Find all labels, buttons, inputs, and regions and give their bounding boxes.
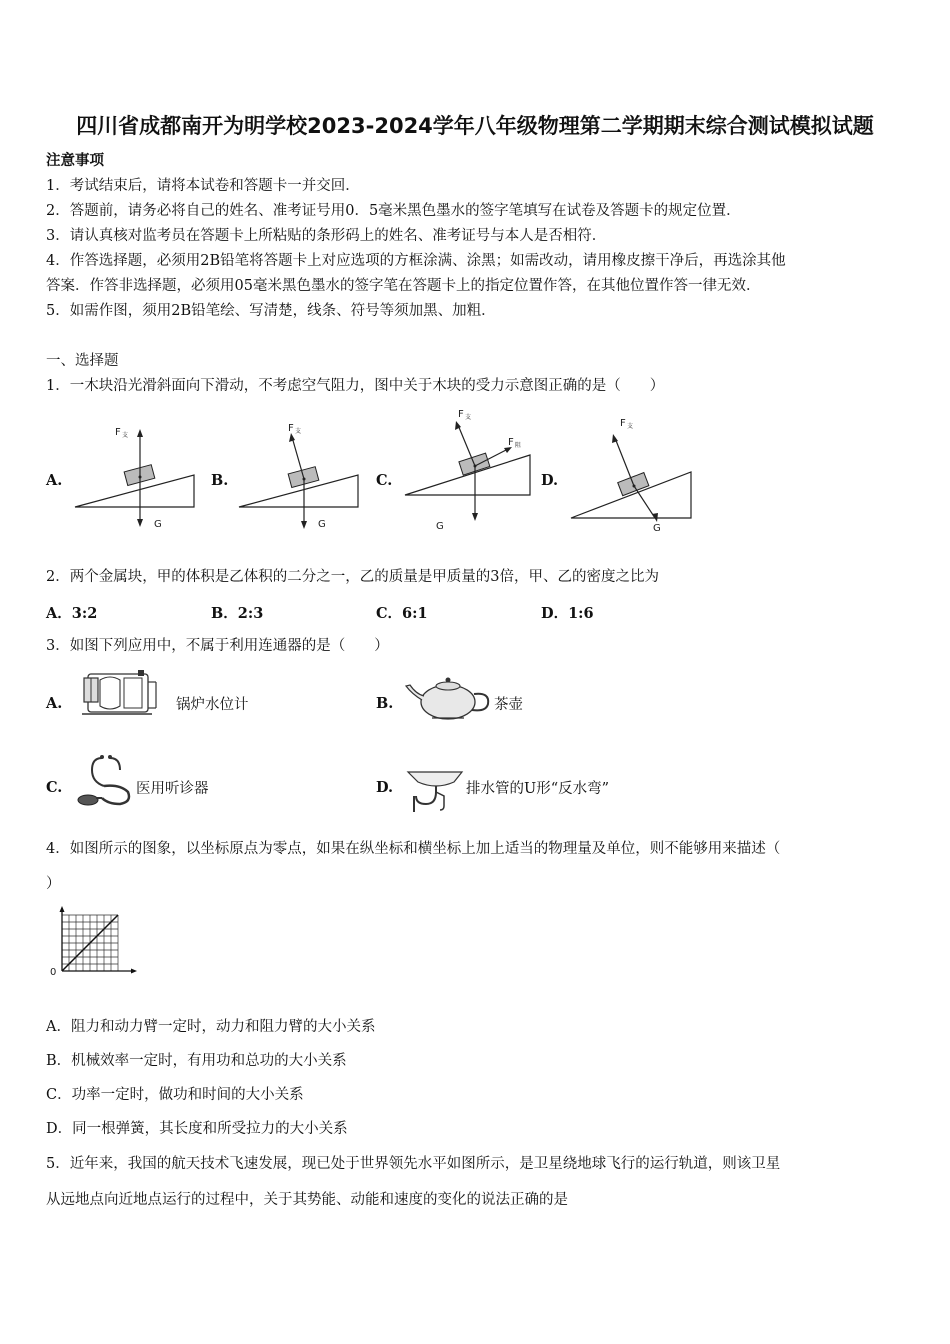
q3-option-d-label: 排水管的U形“反水弯” bbox=[466, 781, 610, 797]
q3-option-d[interactable]: D. bbox=[376, 779, 394, 796]
teapot-image bbox=[402, 672, 494, 724]
q3-option-c[interactable]: C. bbox=[46, 779, 63, 796]
question-4-stem: 4．如图所示的图象，以坐标原点为零点，如果在纵坐标和横坐标上加上适当的物理量及单位，则不能够用来描述（ bbox=[46, 841, 781, 857]
boiler-gauge-image bbox=[80, 670, 162, 720]
q3-option-c-label: 医用听诊器 bbox=[136, 781, 209, 797]
notice-heading: 注意事项 bbox=[46, 152, 104, 169]
svg-text:支: 支 bbox=[122, 432, 129, 439]
svg-text:支: 支 bbox=[295, 428, 302, 435]
svg-text:F: F bbox=[508, 437, 514, 448]
notice-item: 3．请认真核对监考员在答题卡上所粘贴的条形码上的姓名、准考证号与本人是否相符． bbox=[46, 228, 607, 244]
svg-text:F: F bbox=[458, 409, 464, 420]
q4-option-a[interactable]: A．阻力和动力臂一定时，动力和阻力臂的大小关系 bbox=[46, 1019, 376, 1035]
q1-figure-a bbox=[70, 415, 200, 535]
gravity-label: G bbox=[154, 519, 162, 530]
question-5-stem: 5．近年来，我国的航天技术飞速发展，现已处于世界领先水平如图所示，是卫星绕地球飞行的运行轨道，则该卫星 bbox=[46, 1156, 781, 1172]
question-3-stem: 3．如图下列应用中，不属于利用连通器的是（ ） bbox=[46, 638, 389, 654]
q3-option-a[interactable]: A. bbox=[46, 695, 63, 712]
q1-option-a[interactable]: A. bbox=[46, 472, 63, 489]
notice-item: 5．如需作图，须用2B铅笔绘、写清楚，线条、符号等须加黑、加粗． bbox=[46, 303, 496, 319]
q2-option-d[interactable]: D．1:6 bbox=[541, 605, 594, 622]
svg-text:F: F bbox=[620, 418, 626, 429]
stethoscope-image bbox=[72, 752, 136, 812]
q4-option-b[interactable]: B．机械效率一定时，有用功和总功的大小关系 bbox=[46, 1053, 347, 1069]
origin-label: 0 bbox=[50, 967, 57, 978]
svg-text:阻: 阻 bbox=[515, 442, 522, 449]
question-5-stem-cont: 从远地点向近地点运行的过程中，关于其势能、动能和速度的变化的说法正确的是 bbox=[46, 1192, 568, 1208]
q4-option-d[interactable]: D．同一根弹簧，其长度和所受拉力的大小关系 bbox=[46, 1121, 348, 1137]
svg-text:G: G bbox=[436, 521, 444, 532]
notice-item: 答案．作答非选择题，必须用05毫米黑色墨水的签字笔在答题卡上的指定位置作答，在其他位置作答一律无效． bbox=[46, 278, 761, 294]
svg-text:F: F bbox=[288, 423, 294, 434]
q2-option-b[interactable]: B．2:3 bbox=[211, 605, 264, 622]
svg-text:G: G bbox=[653, 523, 661, 534]
notice-item: 2．答题前，请务必将自己的姓名、准考证号用0．5毫米黑色墨水的签字笔填写在试卷及答题卡的规定位置． bbox=[46, 203, 741, 219]
section-heading: 一、选择题 bbox=[46, 353, 119, 369]
q2-option-a[interactable]: A．3:2 bbox=[46, 605, 98, 622]
svg-text:G: G bbox=[318, 519, 326, 530]
q2-option-c[interactable]: C．6:1 bbox=[376, 605, 428, 622]
q1-figure-b bbox=[236, 415, 366, 535]
force-label: F bbox=[115, 427, 121, 438]
notice-item: 4．作答选择题，必须用2B铅笔将答题卡上对应选项的方框涂满、涂黑；如需改动，请用橡皮擦干净后，再选涂其他 bbox=[46, 253, 786, 269]
question-2-stem: 2．两个金属块，甲的体积是乙体积的二分之一，乙的质量是甲质量的3倍，甲、乙的密度之比为 bbox=[46, 569, 659, 585]
svg-text:支: 支 bbox=[465, 414, 472, 421]
u-bend-drain-image bbox=[404, 766, 466, 814]
q1-option-c[interactable]: C. bbox=[376, 472, 393, 489]
q1-figure-d bbox=[568, 410, 698, 535]
question-4-stem-cont: ） bbox=[46, 876, 61, 892]
q1-option-b[interactable]: B. bbox=[211, 472, 229, 489]
notice-item: 1．考试结束后，请将本试卷和答题卡一并交回． bbox=[46, 178, 360, 194]
q3-option-b-label: 茶壶 bbox=[494, 697, 523, 713]
q4-graph bbox=[44, 905, 140, 981]
svg-text:支: 支 bbox=[627, 423, 634, 430]
page-title: 四川省成都南开为明学校2023-2024学年八年级物理第二学期期末综合测试模拟试题 bbox=[76, 114, 874, 138]
q4-option-c[interactable]: C．功率一定时，做功和时间的大小关系 bbox=[46, 1087, 304, 1103]
q1-figure-c bbox=[400, 405, 540, 535]
q3-option-a-label: 锅炉水位计 bbox=[176, 697, 249, 713]
question-1-stem: 1．一木块沿光滑斜面向下滑动，不考虑空气阻力，图中关于木块的受力示意图正确的是（ ） bbox=[46, 378, 665, 394]
q1-option-d[interactable]: D. bbox=[541, 472, 559, 489]
q3-option-b[interactable]: B. bbox=[376, 695, 394, 712]
